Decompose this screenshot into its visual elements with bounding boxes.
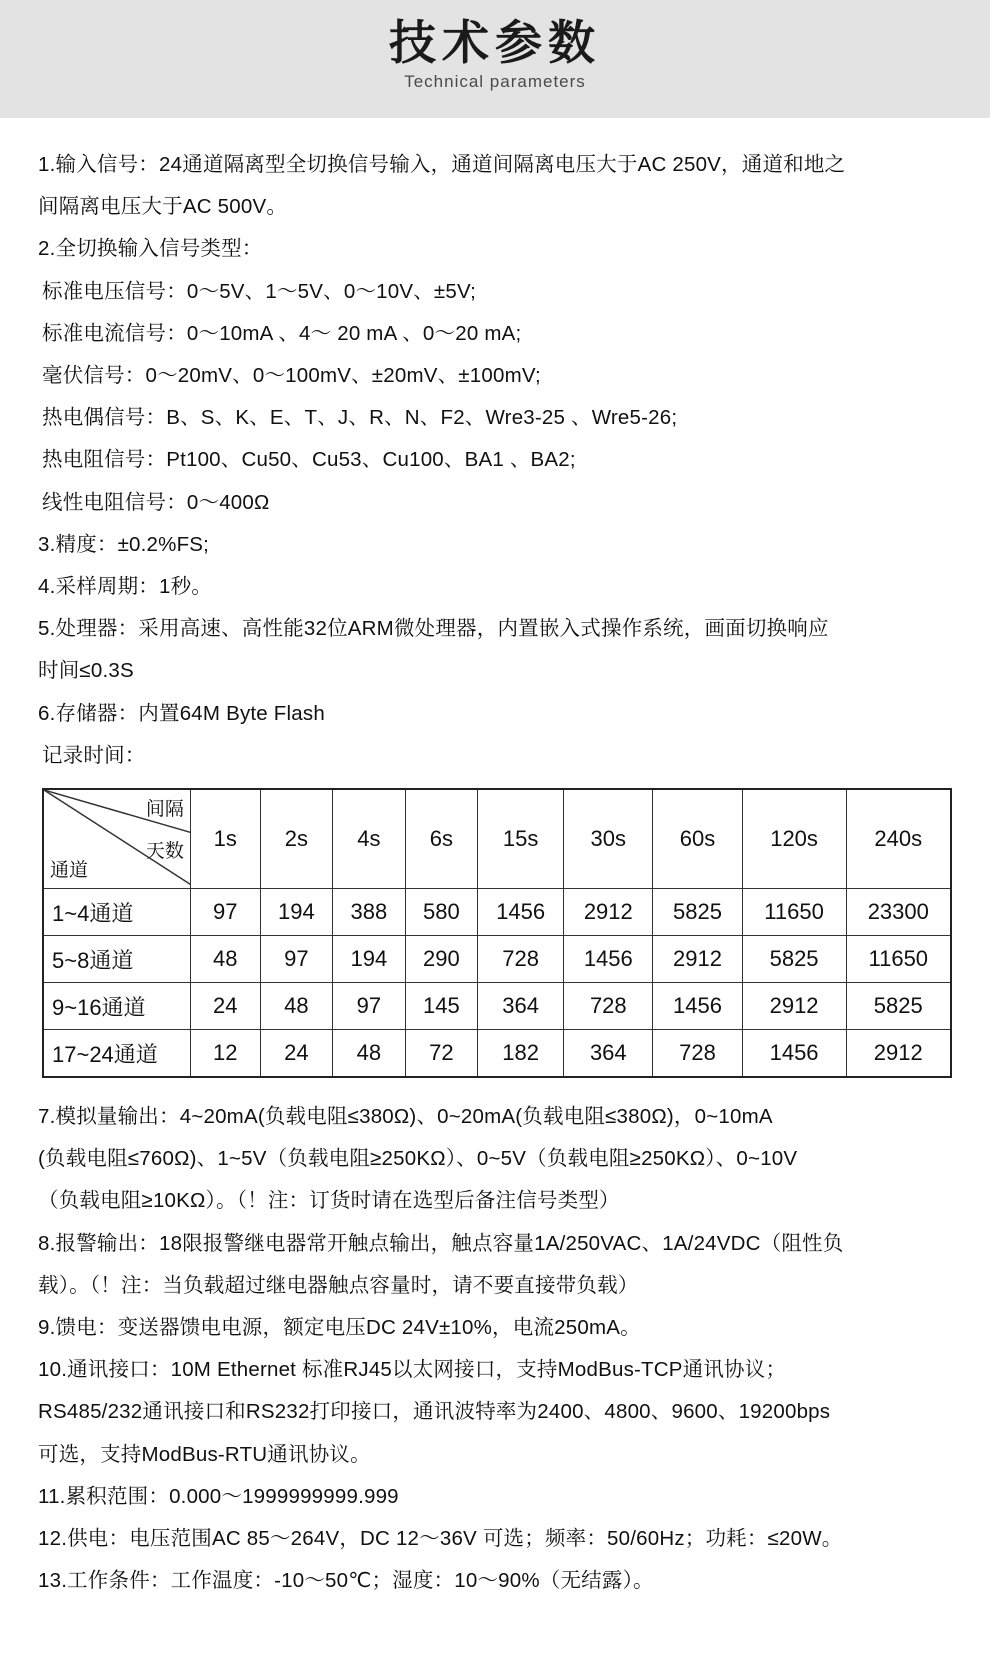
- column-header: 30s: [564, 789, 653, 889]
- column-header: 15s: [478, 789, 564, 889]
- corner-interval-label: 间隔: [145, 799, 184, 821]
- table-cell: 388: [333, 889, 405, 936]
- spec-line: 4.采样周期：1秒。: [38, 575, 212, 599]
- table-cell: 11650: [846, 936, 951, 983]
- row-header: 17~24通道: [43, 1030, 190, 1078]
- spec-line: （负载电阻≥10KΩ）。（！注：订货时请在选型后备注信号类型）: [38, 1189, 620, 1213]
- table-cell: 24: [260, 1030, 332, 1078]
- table-cell: 1456: [564, 936, 653, 983]
- spec-line: 11.累积范围：0.000～1999999999.999: [38, 1484, 399, 1508]
- table-cell: 48: [190, 936, 260, 983]
- page-title: 技术参数: [389, 16, 601, 69]
- record-time-label: 记录时间：: [42, 743, 146, 767]
- table-row: [43, 889, 951, 936]
- table-cell: 23300: [846, 889, 951, 936]
- spec-line: 标准电压信号：0～5V、1～5V、0～10V、±5V;: [42, 279, 476, 303]
- spec-line: 6.存储器：内置64M Byte Flash: [38, 701, 325, 725]
- table-corner-cell: [43, 789, 190, 889]
- table-cell: 2912: [846, 1030, 951, 1078]
- table-cell: 1456: [653, 983, 742, 1030]
- column-header: 60s: [653, 789, 742, 889]
- table-cell: 2912: [564, 889, 653, 936]
- table-cell: 48: [260, 983, 332, 1030]
- table-cell: 5825: [742, 936, 846, 983]
- table-cell: 1456: [478, 889, 564, 936]
- table-row: [43, 1030, 951, 1078]
- table-cell: 194: [333, 936, 405, 983]
- column-header: 4s: [333, 789, 405, 889]
- spec-line: 5.处理器：采用高速、高性能32位ARM微处理器，内置嵌入式操作系统，画面切换响应: [38, 617, 829, 641]
- spec-line: 标准电流信号：0～10mA 、4～ 20 mA 、0～20 mA;: [42, 321, 522, 345]
- row-header: 1~4通道: [43, 889, 190, 936]
- column-header: 240s: [846, 789, 951, 889]
- spec-line: 1.输入信号：24通道隔离型全切换信号输入，通道间隔离电压大于AC 250V，通道和地之: [38, 153, 846, 176]
- table-cell: 2912: [653, 936, 742, 983]
- table-cell: 728: [653, 1030, 742, 1078]
- table-cell: 5825: [653, 889, 742, 936]
- table-cell: 72: [405, 1030, 477, 1078]
- table-cell: 2912: [742, 983, 846, 1030]
- spec-line: 13.工作条件：工作温度：-10～50℃；湿度：10～90%（无结露）。: [38, 1569, 654, 1593]
- column-header: 2s: [260, 789, 332, 889]
- table-cell: 1456: [742, 1030, 846, 1078]
- table-cell: 182: [478, 1030, 564, 1078]
- column-header: 1s: [190, 789, 260, 889]
- spec-line: 时间≤0.3S: [38, 659, 134, 683]
- record-time-table-wrapper: [42, 788, 952, 1078]
- page-subtitle: Technical parameters: [404, 72, 586, 92]
- table-row: [43, 983, 951, 1030]
- spec-line: 9.馈电：变送器馈电电源，额定电压DC 24V±10%，电流250mA。: [38, 1316, 641, 1340]
- spec-line: 3.精度：±0.2%FS;: [38, 532, 210, 556]
- table-cell: 728: [564, 983, 653, 1030]
- spec-line: (负载电阻≤760Ω)、1~5V（负载电阻≥250KΩ）、0~5V（负载电阻≥250KΩ）、0~10V: [38, 1147, 798, 1171]
- table-cell: 5825: [846, 983, 951, 1030]
- table-cell: 97: [333, 983, 405, 1030]
- table-cell: 24: [190, 983, 260, 1030]
- table-cell: 11650: [742, 889, 846, 936]
- table-cell: 194: [260, 889, 332, 936]
- spec-line: 毫伏信号：0～20mV、0～100mV、±20mV、±100mV;: [42, 364, 541, 388]
- spec-line: 8.报警输出：18限报警继电器常开触点输出，触点容量1A/250VAC、1A/24VDC（阻性负: [38, 1231, 844, 1255]
- spec-line: 间隔离电压大于AC 500V。: [38, 195, 288, 219]
- row-header: 9~16通道: [43, 983, 190, 1030]
- spec-line: RS485/232通讯接口和RS232打印接口，通讯波特率为2400、4800、9600、19200bps: [38, 1400, 831, 1424]
- corner-days-label: 天数: [145, 841, 184, 863]
- spec-line: 可选，支持ModBus-RTU通讯协议。: [38, 1442, 371, 1466]
- table-row: [43, 936, 951, 983]
- spec-line: 10.通讯接口：10M Ethernet 标准RJ45以太网接口，支持ModBus-TCP通讯协议；: [38, 1358, 787, 1382]
- column-header: 120s: [742, 789, 846, 889]
- spec-line: 热电偶信号：B、S、K、E、T、J、R、N、F2、Wre3-25 、Wre5-26;: [42, 406, 678, 430]
- column-header: 6s: [405, 789, 477, 889]
- spec-line: 线性电阻信号：0～400Ω: [42, 490, 270, 514]
- row-header: 5~8通道: [43, 936, 190, 983]
- spec-line: 热电阻信号：Pt100、Cu50、Cu53、Cu100、BA1 、BA2;: [42, 448, 576, 472]
- table-cell: 364: [478, 983, 564, 1030]
- table-cell: 48: [333, 1030, 405, 1078]
- table-cell: 97: [260, 936, 332, 983]
- table-cell: 728: [478, 936, 564, 983]
- table-cell: 364: [564, 1030, 653, 1078]
- table-cell: 580: [405, 889, 477, 936]
- table-cell: 290: [405, 936, 477, 983]
- spec-line: 载）。（！注：当负载超过继电器触点容量时，请不要直接带负载）: [38, 1273, 639, 1297]
- corner-channel-label: 通道: [50, 860, 89, 882]
- table-cell: 97: [190, 889, 260, 936]
- record-time-table: [42, 788, 952, 1078]
- table-header-row: [43, 789, 951, 889]
- table-cell: 12: [190, 1030, 260, 1078]
- spec-line: 12.供电：电压范围AC 85～264V，DC 12～36V 可选；频率：50/60Hz；功耗：≤20W。: [38, 1527, 843, 1551]
- page-content: [0, 118, 990, 1626]
- page-header: [0, 0, 990, 118]
- spec-line: 7.模拟量输出：4~20mA(负载电阻≤380Ω)、0~20mA(负载电阻≤380Ω)，0~10mA: [38, 1105, 773, 1129]
- table-cell: 145: [405, 983, 477, 1030]
- spec-line: 2.全切换输入信号类型：: [38, 237, 263, 261]
